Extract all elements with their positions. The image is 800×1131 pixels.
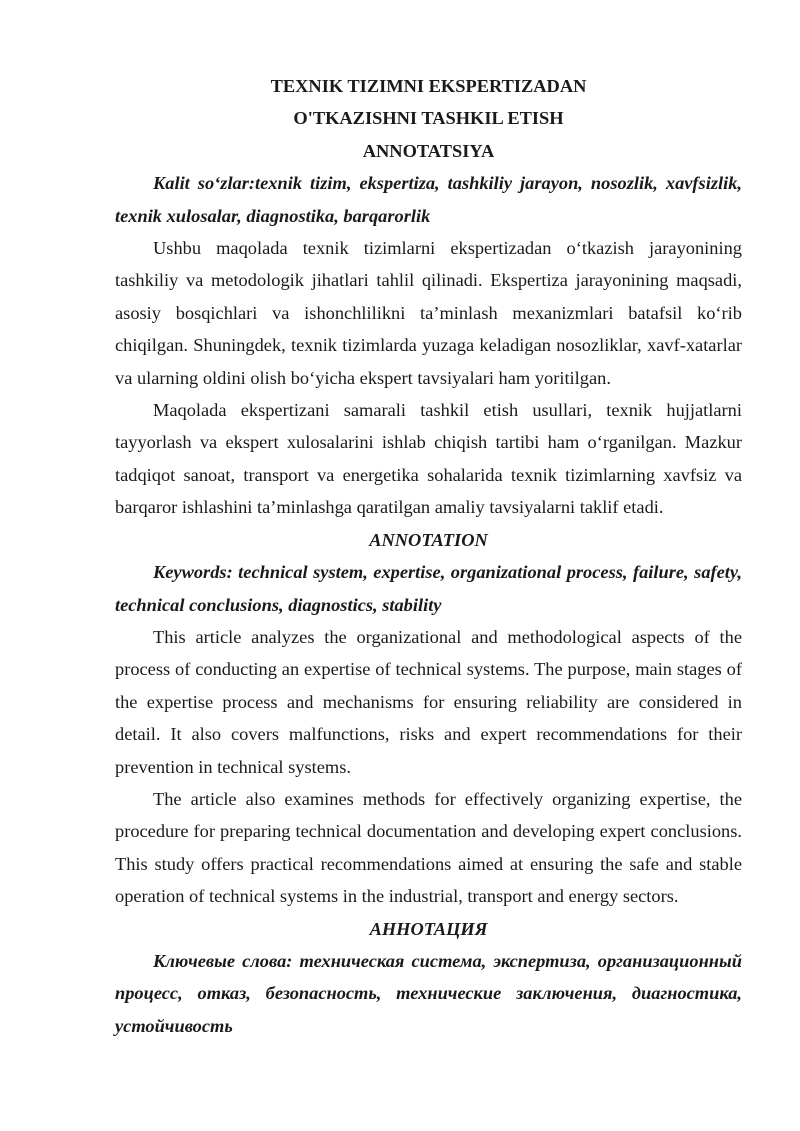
ru-keywords: Ключевые слова: техническая система, экспертиза, организационный процесс, отказ, безопасность, технические заключения, диагностика, устойчивость [115,950,742,1036]
title-line-1: TEXNIK TIZIMNI EKSPERTIZADAN [270,76,587,96]
uz-paragraph-1: Ushbu maqolada texnik tizimlarni ekspertizadan o‘tkazish jarayonining tashkiliy va metodologik jihatlari tahlil qilinadi. Ekspertiza jarayonining maqsadi, asosiy bosqichlari va ishonchlilikni ta’minlash mexanizmlari batafsil ko‘rib chiqilgan. Shuningdek, texnik tizimlarda yuzaga keladigan nosozliklar, xavf-xatarlar va ularning oldini olish bo‘yicha ekspert tavsiyalari ham yoritilgan. [115,238,742,388]
document-page [115,70,742,1042]
title-line-2: O'TKAZISHNI TASHKIL ETISH [293,108,564,129]
en-keywords: Keywords: technical system, expertise, organizational process, failure, safety, technical conclusions, diagnostics, stability [115,562,742,615]
uz-paragraph-2: Maqolada ekspertizani samarali tashkil etish usullari, texnik hujjatlarni tayyorlash va ekspert xulosalarini ishlab chiqish tartibi ham o‘rganilgan. Mazkur tadqiqot sanoat, transport va energetika sohalarida texnik tizimlarning xavfsiz va barqaror ishlashini ta’minlashga qaratilgan amaliy tavsiyalarni taklif etadi. [115,400,742,518]
uz-keywords: Kalit so‘zlar:texnik tizim, ekspertiza, tashkiliy jarayon, nosozlik, xavfsizlik, texnik xulosalar, diagnostika, barqarorlik [115,173,742,226]
en-annotation-heading: ANNOTATION [369,529,488,550]
uz-annotation-heading: ANNOTATSIYA [362,140,495,161]
en-paragraph-2: The article also examines methods for effectively organizing expertise, the procedure for preparing technical documentation and developing expert conclusions. This study offers practical recommendations aimed at ensuring the safe and stable operation of technical systems in the industrial, transport and energy sectors. [115,788,742,907]
ru-annotation-heading: АННОТАЦИЯ [369,918,488,939]
en-paragraph-1: This article analyzes the organizational and methodological aspects of the process of conducting an expertise of technical systems. The purpose, main stages of the expertise process and mechanisms for ensuring reliability are considered in detail. It also covers malfunctions, risks and expert recommendations for their prevention in technical systems. [115,626,742,777]
paper-title [115,70,742,135]
